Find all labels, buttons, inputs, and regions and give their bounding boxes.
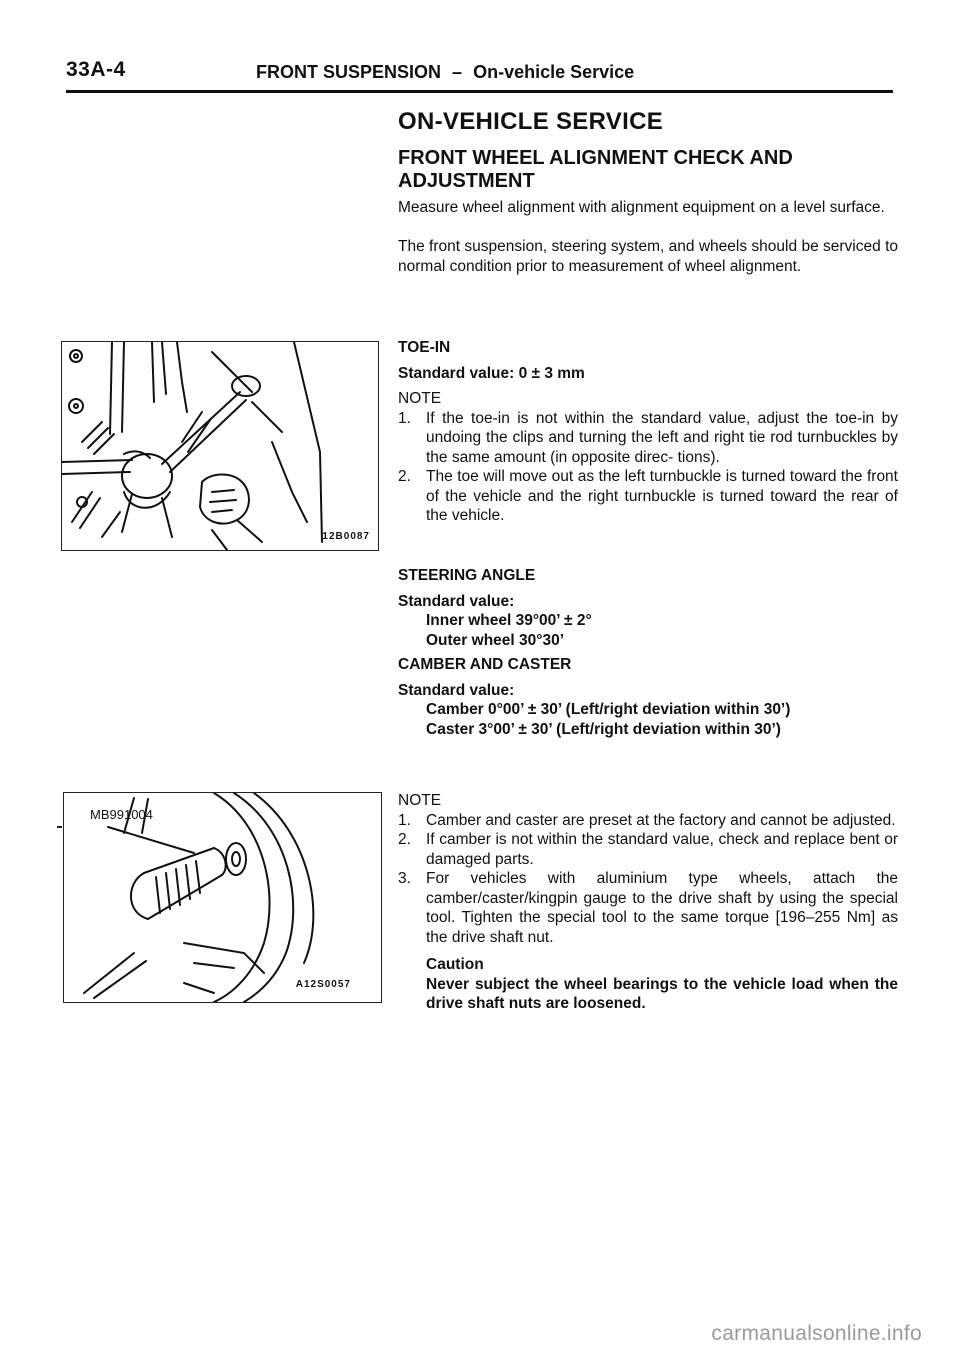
tool-part-number: MB991004 — [90, 807, 153, 822]
special-tool-illustration — [64, 793, 381, 1002]
tie-rod-illustration — [62, 342, 378, 550]
camber-standard-label: Standard value: — [398, 681, 515, 699]
camber-caster-heading: CAMBER AND CASTER — [398, 656, 572, 673]
camber-note-section — [398, 791, 898, 1014]
margin-tick — [57, 826, 62, 828]
section-heading: FRONT WHEEL ALIGNMENT CHECK AND ADJUSTMENT — [398, 147, 793, 192]
list-text: If camber is not within the standard value, check and replace bent or damaged parts. — [426, 831, 898, 868]
camber-value: Camber 0°00’ ± 30’ (Left/right deviation within 30’) — [426, 701, 791, 718]
toe-in-section — [398, 338, 898, 526]
figure-code: 12B0087 — [322, 531, 370, 542]
camber-note-label: NOTE — [398, 792, 442, 809]
toe-in-heading: TOE-IN — [398, 339, 451, 356]
list-text: Camber and caster are preset at the factory and cannot be adjusted. — [426, 811, 896, 829]
header-divider — [66, 90, 893, 93]
intro-paragraph-2: The front suspension, steering system, and wheels should be serviced to normal condition prior to measurement of wheel alignment. — [398, 238, 898, 275]
page-title: ON-VEHICLE SERVICE — [398, 108, 664, 135]
list-number: 1. — [398, 811, 411, 829]
toe-in-standard: Standard value: 0 ± 3 mm — [398, 364, 585, 382]
intro-paragraph-1: Measure wheel alignment with alignment equipment on a level surface. — [398, 199, 885, 216]
section-subtitle: On-vehicle Service — [473, 62, 635, 82]
camber-gauge-figure — [63, 792, 382, 1003]
figure-code: A12S0057 — [295, 979, 351, 990]
section-header — [256, 62, 634, 83]
list-text: For vehicles with aluminium type wheels, attach the camber/caster/kingpin gauge to the drive shaft by using the special tool. Tighten the special tool to the same torque [196–255 Nm] as the drive shaft nut. — [426, 870, 898, 946]
list-item — [398, 467, 898, 526]
section-dash: – — [452, 62, 463, 82]
page-number: 33A-4 — [66, 58, 126, 81]
toe-in-figure — [61, 341, 379, 551]
list-item — [398, 409, 898, 468]
list-text: If the toe-in is not within the standard value, adjust the toe-in by undoing the clips and turning the left and right tie rod turnbuckles by the same amount (in opposite direc- tions). — [426, 409, 898, 466]
list-text: The toe will move out as the left turnbuckle is turned toward the front of the vehicle and the right turnbuckle is turned toward the rear of the vehicle. — [426, 468, 898, 524]
steering-angle-section — [398, 566, 898, 650]
inner-wheel-value: Inner wheel 39°00’ ± 2° — [426, 612, 592, 629]
caster-value: Caster 3°00’ ± 30’ (Left/right deviation within 30’) — [426, 720, 781, 738]
list-item — [398, 830, 898, 869]
outer-wheel-value: Outer wheel 30°30’ — [426, 631, 565, 649]
list-number: 2. — [398, 468, 411, 485]
site-watermark: carmanualsonline.info — [711, 1322, 922, 1345]
caution-text: Never subject the wheel bearings to the vehicle load when the drive shaft nuts are loosened. — [426, 975, 898, 1012]
section-title: FRONT SUSPENSION — [256, 62, 442, 82]
caution-label: Caution — [426, 956, 484, 973]
list-item — [398, 811, 898, 831]
list-number: 3. — [398, 870, 411, 887]
steering-standard-label: Standard value: — [398, 592, 515, 610]
steering-angle-heading: STEERING ANGLE — [398, 567, 536, 584]
toe-in-note-label: NOTE — [398, 390, 442, 407]
list-number: 1. — [398, 409, 411, 427]
camber-caster-section — [398, 655, 898, 739]
list-item — [398, 869, 898, 947]
list-number: 2. — [398, 831, 411, 848]
